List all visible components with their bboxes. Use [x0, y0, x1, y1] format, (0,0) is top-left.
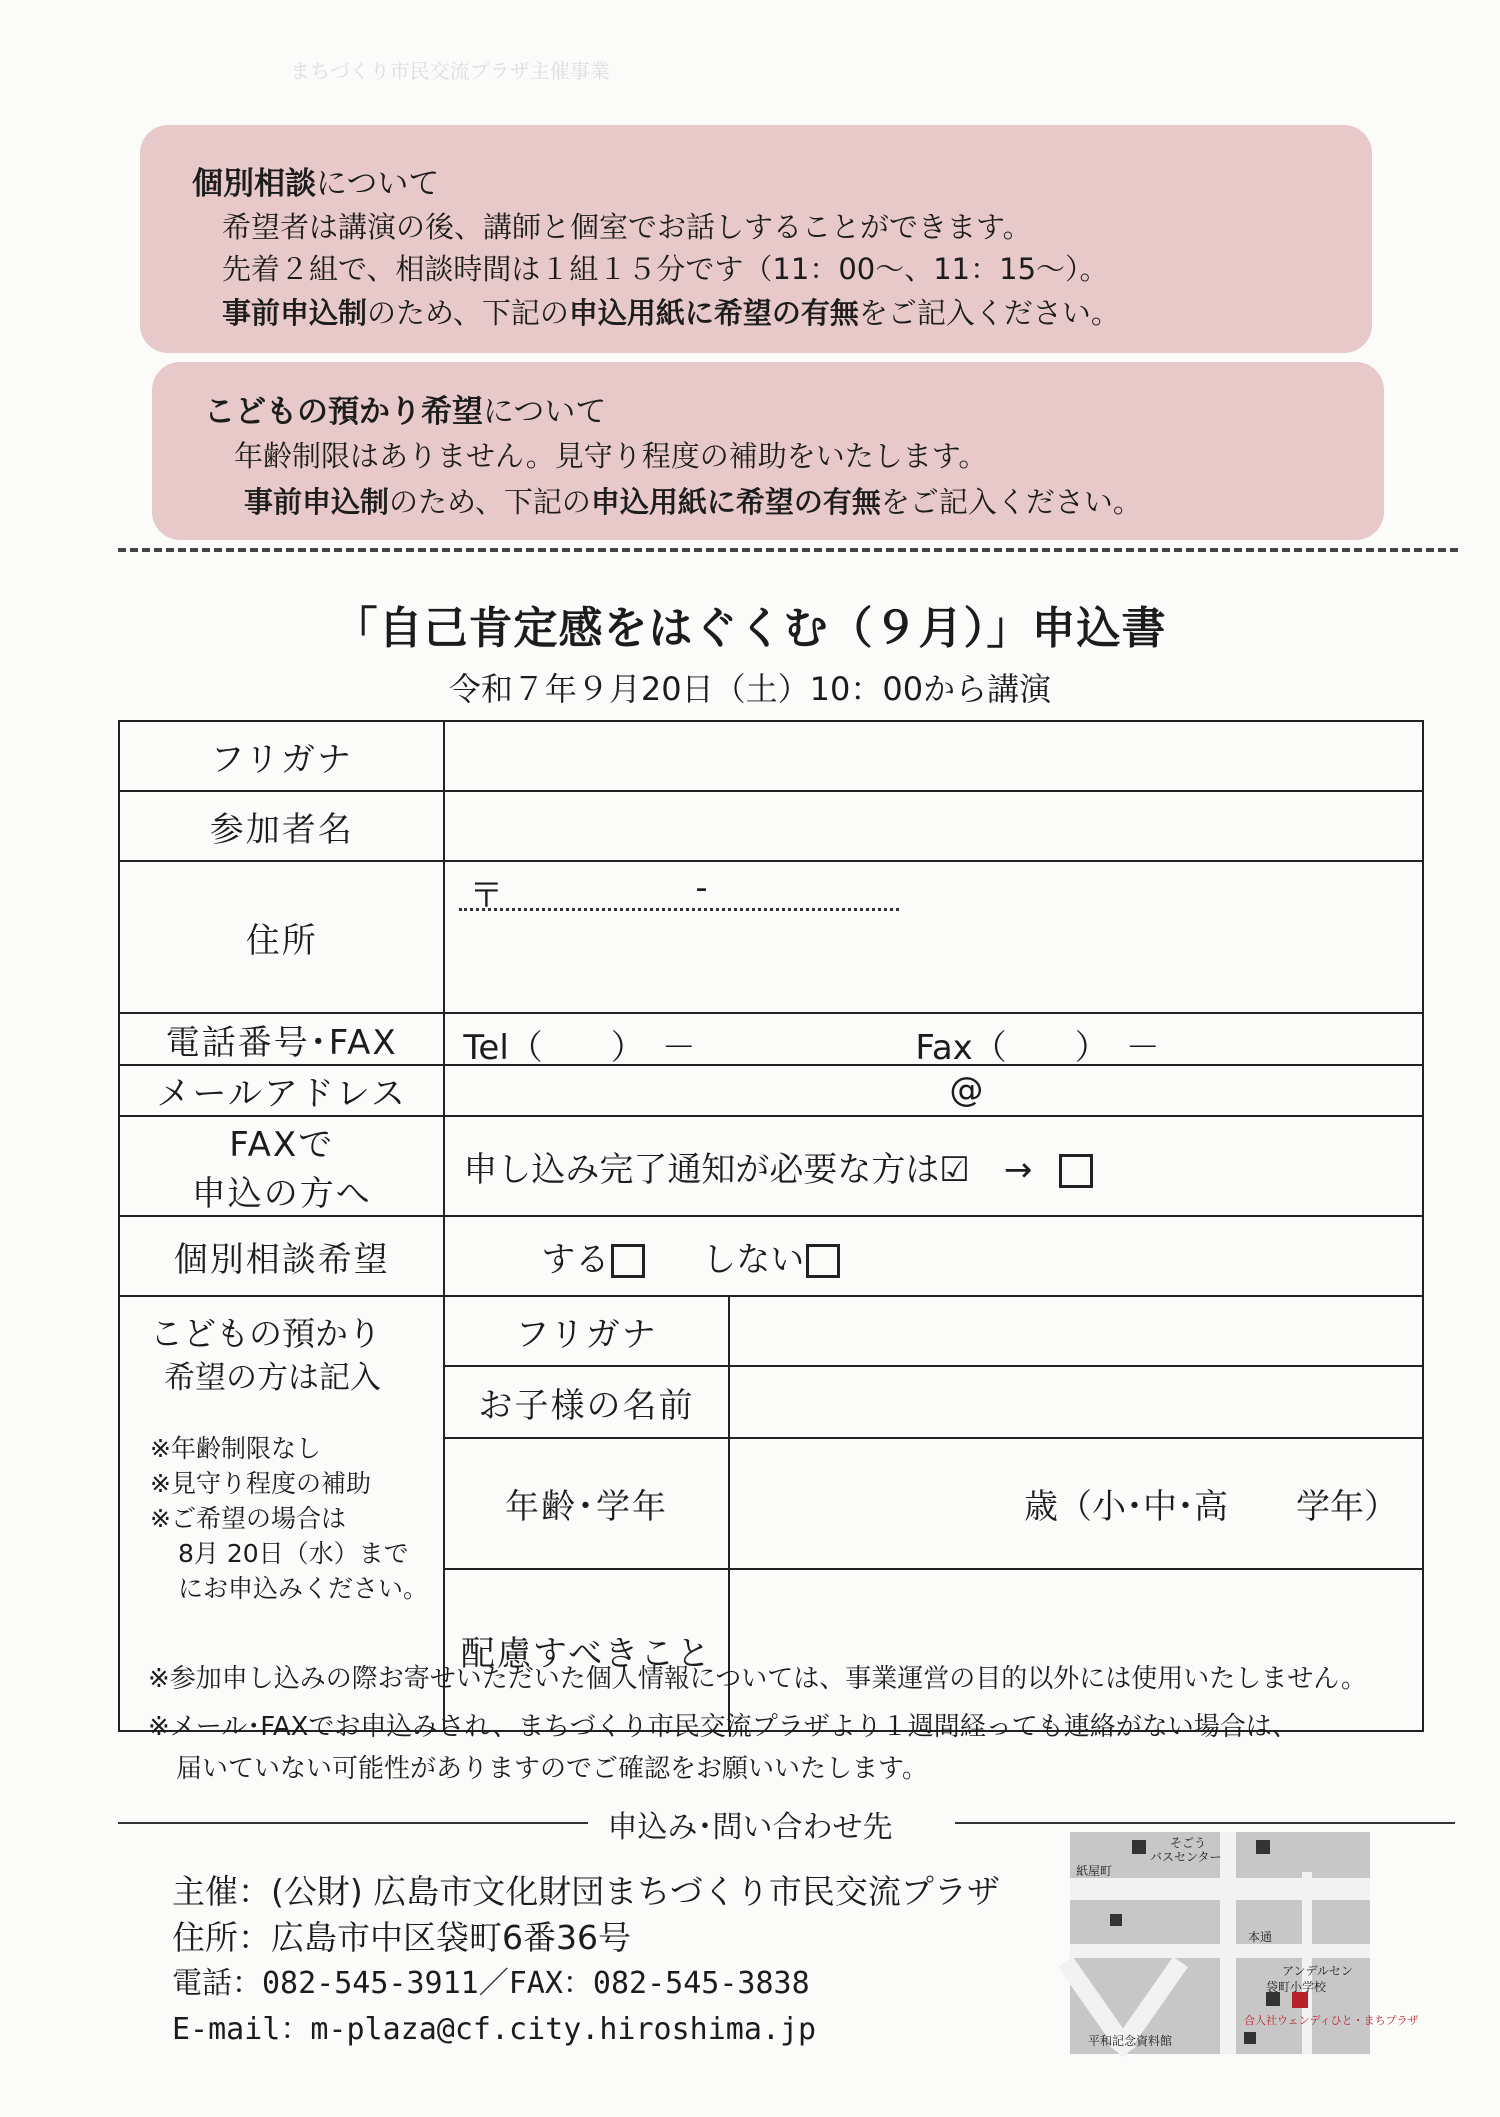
child-furigana-field[interactable] — [729, 1296, 1423, 1366]
map-label-andersen: アンデルセン — [1282, 1964, 1353, 1978]
postal-dash: - — [695, 868, 708, 908]
consult-no-label: しない — [702, 1239, 805, 1280]
child-name-label: お子様の名前 — [444, 1366, 728, 1438]
form-subtitle: 令和７年９月20日（土）10：00から講演 — [448, 670, 1052, 708]
no-reply-note: ※メール･FAXでお申込みされ、まちづくり市民交流プラザより１週間経っても連絡がない場合は、 — [148, 1712, 1298, 1742]
map-label-bus-center: バスセンター — [1150, 1850, 1222, 1864]
phone-fax-field[interactable] — [444, 1013, 1423, 1068]
furigana-field[interactable] — [444, 721, 1423, 791]
tel-label: Tel（ ） － — [463, 1028, 696, 1068]
form-title: 「自己肯定感をはぐくむ（９月）」申込書 — [333, 603, 1167, 654]
childcare-request-label: こどもの預かり 希望の方は記入 ※年齢制限なし ※見守り程度の補助 ※ご希望の場合は 8月 20日（水）まで にお申込みください。 — [119, 1296, 444, 1731]
child-age-field[interactable] — [729, 1438, 1423, 1569]
child-furigana-label: フリガナ — [444, 1296, 728, 1366]
faint-header-text: まちづくり市民交流プラザ主催事業 — [290, 59, 610, 83]
consult-no-checkbox[interactable] — [806, 1244, 840, 1278]
participant-name-field[interactable] — [444, 791, 1423, 861]
contact-rule-right — [955, 1822, 1455, 1824]
furigana-label: フリガナ — [119, 721, 444, 791]
map-label-kamiyacho: 紙屋町 — [1076, 1864, 1113, 1878]
application-form — [118, 720, 1424, 1732]
cut-line — [118, 548, 1458, 552]
consult-yes-label: する — [541, 1239, 610, 1280]
access-map — [1070, 1832, 1419, 2054]
consultation-line-1: 希望者は講演の後、講師と個室でお話しすることができます。 — [222, 210, 1032, 244]
postal-code-line[interactable] — [459, 868, 899, 916]
postal-mark: 〒 — [469, 876, 504, 916]
child-name-field[interactable] — [729, 1366, 1423, 1438]
map-label-hondori: 本通 — [1248, 1930, 1273, 1944]
childcare-title: こどもの預かり希望について — [204, 394, 607, 430]
completion-notice-checkbox[interactable] — [1059, 1154, 1093, 1188]
no-reply-note-cont: 届いていない可能性がありますのでご確認をお願いいたします。 — [176, 1754, 928, 1784]
participant-name-label: 参加者名 — [119, 791, 444, 861]
organizer: 主催：(公財) 広島市文化財団まちづくり市民交流プラザ — [172, 1872, 1000, 1911]
organizer-email[interactable]: E-mail：m-plaza@cf.city.hiroshima.jp — [172, 2012, 817, 2047]
consultation-line-3: 事前申込制のため、下記の申込用紙に希望の有無をご記入ください。 — [222, 296, 1120, 330]
consultation-request-label: 個別相談希望 — [119, 1216, 444, 1296]
phone-fax-label: 電話番号･FAX — [119, 1013, 444, 1065]
address-field[interactable] — [444, 861, 1423, 1013]
address-label: 住所 — [119, 861, 444, 1013]
childcare-info-box — [152, 362, 1384, 540]
consultation-title: 個別相談について — [192, 166, 440, 202]
map-label-museum: 平和記念資料館 — [1088, 2034, 1173, 2048]
considerations-label: 配慮すべきこと — [444, 1569, 728, 1731]
consult-yes-checkbox[interactable] — [611, 1244, 645, 1278]
child-age-label: 年齢･学年 — [444, 1438, 728, 1569]
contact-title: 申込み･問い合わせ先 — [607, 1810, 893, 1845]
completion-notice-text: 申し込み完了通知が必要な方は☑ → — [463, 1149, 1033, 1190]
consultation-request-field — [444, 1216, 1423, 1296]
fax-label: Fax（ ） － — [915, 1028, 1160, 1068]
email-label: メールアドレス — [119, 1065, 444, 1116]
childcare-line-2: 事前申込制のため、下記の申込用紙に希望の有無をご記入ください。 — [244, 485, 1142, 519]
email-at-sign: @ — [949, 1070, 984, 1110]
organizer-address: 住所：広島市中区袋町6番36号 — [172, 1918, 631, 1957]
map-label-sogo: そごう — [1170, 1836, 1207, 1850]
map-label-venue: 合人社ウェンディひと・まちプラザ — [1244, 2014, 1419, 2027]
consultation-info-box — [140, 125, 1372, 353]
consultation-line-2: 先着２組で、相談時間は１組１５分です（11：00～、11：15～）。 — [222, 252, 1109, 286]
map-label-school: 袋町小学校 — [1266, 1980, 1327, 1994]
organizer-phone-fax: 電話：082-545-3911／FAX：082-545-3838 — [172, 1966, 810, 2001]
email-field[interactable] — [444, 1065, 1423, 1116]
fax-applicant-label: FAXで 申込の方へ — [119, 1116, 444, 1216]
child-age-value: 歳（小･中･高 学年） — [1024, 1487, 1398, 1527]
completion-notice-field — [444, 1116, 1423, 1216]
childcare-line-1: 年齢制限はありません。見守り程度の補助をいたします。 — [234, 439, 988, 473]
privacy-note: ※参加申し込みの際お寄せいただいた個人情報については、事業運営の目的以外には使用いたしません。 — [148, 1664, 1367, 1694]
